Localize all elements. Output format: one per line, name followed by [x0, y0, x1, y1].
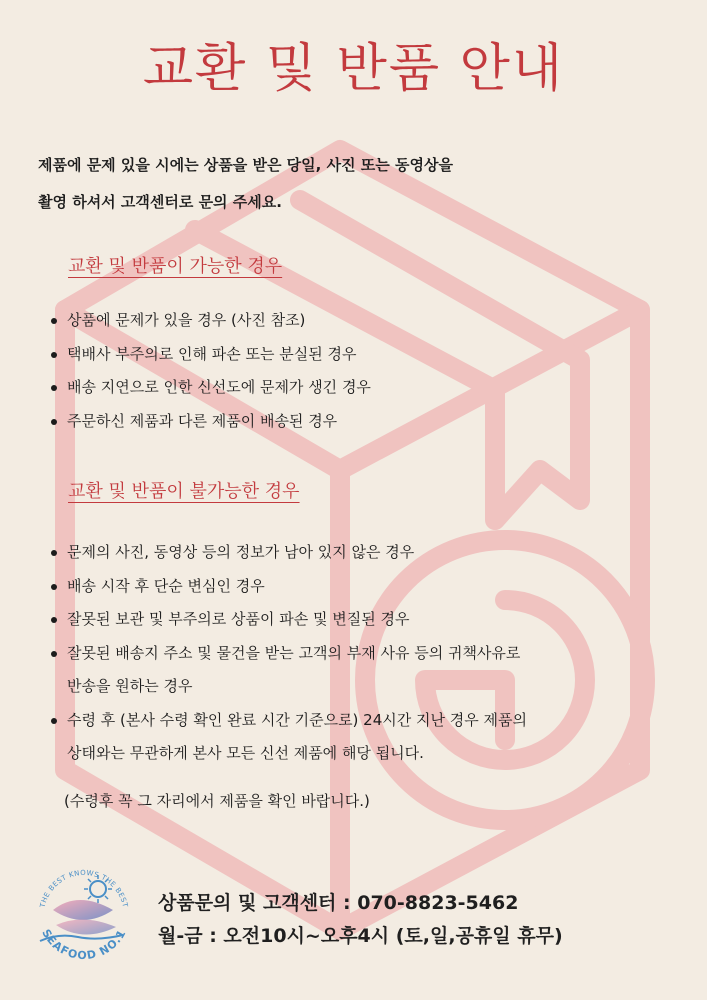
intro-line: 제품에 문제 있을 시에는 상품을 받은 당일, 사진 또는 동영상을 [38, 156, 453, 174]
impossible-list [46, 536, 666, 771]
list-item: 상품에 문제가 있을 경우 (사진 참조) [46, 304, 666, 338]
list-item-continuation: 반송을 원하는 경우 [67, 677, 193, 695]
contact-hours: 월-금 : 오전10시~오후4시 (토,일,공휴일 휴무) [158, 925, 563, 947]
intro-line: 촬영 하셔서 고객센터로 문의 주세요. [38, 193, 282, 211]
logo-bottom-text: SEAFOOD NO.1 [39, 927, 129, 963]
list-item: 잘못된 보관 및 부주의로 상품이 파손 및 변질된 경우 [46, 603, 666, 637]
list-item: 문제의 사진, 동영상 등의 정보가 남아 있지 않은 경우 [46, 536, 666, 570]
list-item: 잘못된 배송지 주소 및 물건을 받는 고객의 부재 사유 등의 귀책사유로 [46, 637, 666, 671]
fish-logo-icon [28, 855, 140, 967]
contact-info [158, 887, 563, 953]
list-item: 수령 후 (본사 수령 확인 완료 시간 기준으로) 24시간 지난 경우 제품의 [46, 704, 666, 738]
impossible-heading: 교환 및 반품이 불가능한 경우 [68, 481, 300, 502]
list-item-continuation: 상태와는 무관하게 본사 모든 신선 제품에 해당 됩니다. [67, 744, 424, 762]
possible-list [46, 304, 666, 438]
possible-heading: 교환 및 반품이 가능한 경우 [68, 256, 283, 277]
list-item: 주문하신 제품과 다른 제품이 배송된 경우 [46, 405, 666, 439]
page-title: 교환 및 반품 안내 [142, 39, 565, 99]
list-item: 배송 지연으로 인한 신선도에 문제가 생긴 경우 [46, 371, 666, 405]
logo-top-text: THE BEST KNOWS THE BEST [38, 868, 130, 909]
note-text: (수령후 꼭 그 자리에서 제품을 확인 바랍니다.) [64, 792, 370, 810]
list-item: 배송 시작 후 단순 변심인 경우 [46, 570, 666, 604]
list-item: 택배사 부주의로 인해 파손 또는 분실된 경우 [46, 338, 666, 372]
intro-text [38, 147, 678, 221]
contact-phone: 상품문의 및 고객센터 : 070-8823-5462 [158, 892, 519, 914]
